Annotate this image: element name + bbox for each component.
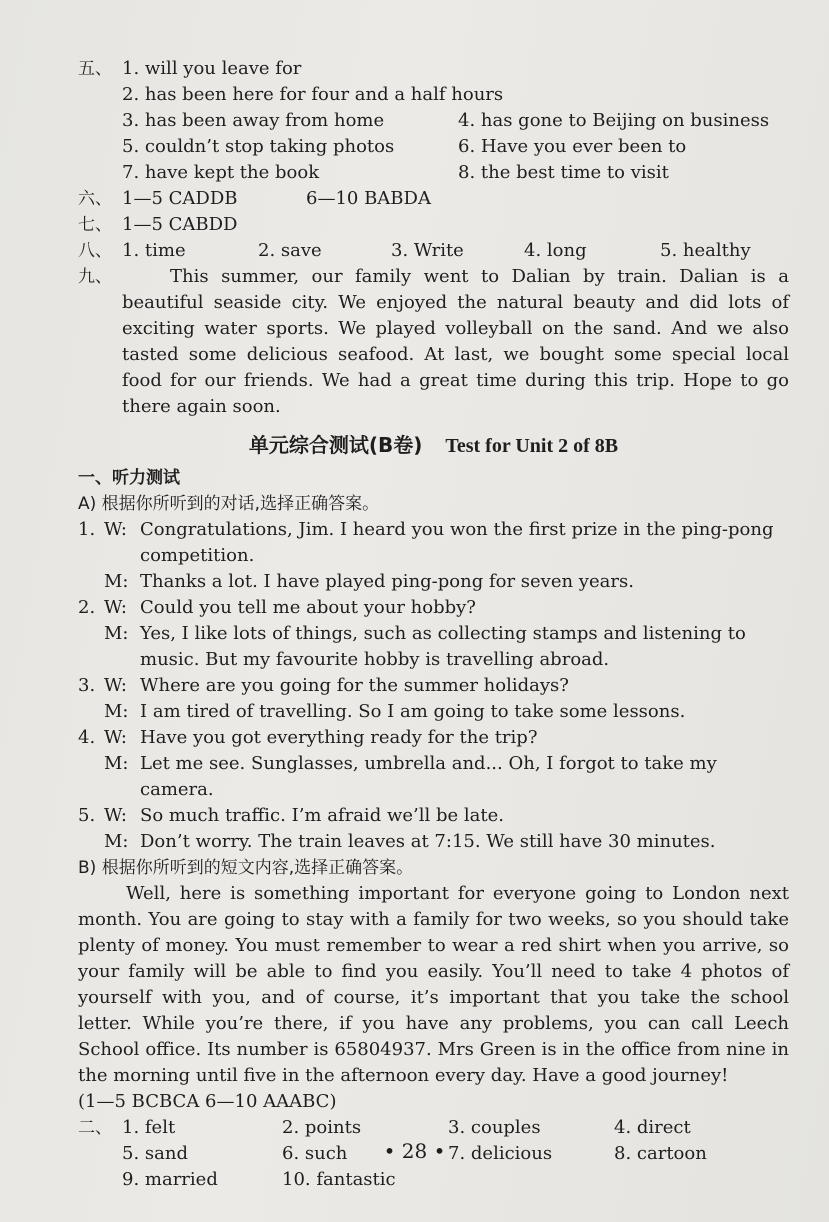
dialog-w-text: Could you tell me about your hobby?: [140, 597, 476, 618]
listening-heading: 一、听力测试: [78, 468, 180, 488]
part5-item6: 6. Have you ever been to: [458, 136, 687, 157]
dialog-number: 3.: [78, 675, 96, 696]
listening-a-heading: A) 根据你所听到的对话,选择正确答案。: [78, 494, 380, 514]
part6-answers-b: 6—10 BABDA: [306, 188, 431, 209]
part8-item: 3. Write: [391, 240, 464, 261]
part7-answers: 1—5 CABDD: [122, 214, 238, 235]
dialog-m-text: Yes, I like lots of things, such as collecting stamps and listening to music. But my favourite hobby is travelling abroad.: [140, 623, 746, 670]
part6-row: [78, 186, 789, 212]
dialog-m-line: [78, 621, 789, 673]
speaker-m: M:: [104, 571, 129, 592]
section-title-en: Test for Unit 2 of 8B: [445, 435, 619, 457]
dialog-w-text: Have you got everything ready for the trip?: [140, 727, 538, 748]
part2-item: 1. felt: [122, 1117, 176, 1138]
part5-item2: 2. has been here for four and a half hours: [122, 84, 504, 105]
dialog-m-line: [78, 829, 789, 855]
part6-label: 六、: [78, 189, 112, 209]
speaker-w: W:: [104, 675, 128, 696]
part5-item1: 1. will you leave for: [122, 58, 302, 79]
part6-answers-a: 1—5 CADDB: [122, 188, 238, 209]
dialog-m-line: [78, 569, 789, 595]
part8-item: 2. save: [258, 240, 322, 261]
page-number: • 28 •: [383, 1139, 446, 1163]
section-title: [78, 432, 789, 459]
part5-row5: [78, 160, 789, 186]
dialog-w-line: [78, 595, 789, 621]
part2-item: 8. cartoon: [614, 1143, 707, 1164]
listening-b-heading: B) 根据你所听到的短文内容,选择正确答案。: [78, 858, 414, 878]
part2-item: 2. points: [282, 1117, 362, 1138]
speaker-w: W:: [104, 727, 128, 748]
speaker-w: W:: [104, 519, 128, 540]
listening-b-passage: Well, here is something important for everyone going to London next month. You are going to stay with a family for two weeks, so you should take plenty of money. You must remember to wear a red shirt when you arrive, so your family will be able to find you easily. You’ll need to take 4 photos of yourself with you, and of course, it’s important that you take the school letter. While you’re there, if you have any problems, you can call Leech School office. Its number is 65804937. Mrs Green is in the office from nine in the morning until five in the afternoon every day. Have a good journey!: [78, 883, 789, 1086]
part5-item7: 7. have kept the book: [122, 162, 320, 183]
dialog-w-line: [78, 517, 789, 569]
speaker-w: W:: [104, 597, 128, 618]
dialog-w-line: [78, 803, 789, 829]
dialog-w-line: [78, 673, 789, 699]
part5-row4: [78, 134, 789, 160]
dialog-list: [78, 517, 789, 855]
part7-row: [78, 212, 789, 238]
dialog-m-line: [78, 699, 789, 725]
part8-row: [78, 238, 789, 264]
part2-label: 二、: [78, 1118, 112, 1138]
part5-item5: 5. couldn’t stop taking photos: [122, 136, 395, 157]
part8-item: 5. healthy: [660, 240, 751, 261]
part9-block: [78, 264, 789, 420]
section-title-cn: 单元综合测试(B卷): [248, 433, 423, 457]
dialog-w-line: [78, 725, 789, 751]
part9-label: 九、: [78, 267, 112, 287]
part8-label: 八、: [78, 241, 112, 261]
speaker-m: M:: [104, 623, 129, 644]
part5-row3: [78, 108, 789, 134]
part2-item: 3. couples: [448, 1117, 541, 1138]
speaker-m: M:: [104, 701, 129, 722]
dialog-m-text: Let me see. Sunglasses, umbrella and... Oh, I forgot to take my camera.: [140, 753, 717, 800]
part5-item4: 4. has gone to Beijing on business: [458, 110, 770, 131]
dialog-m-text: Don’t worry. The train leaves at 7:15. We still have 30 minutes.: [140, 831, 716, 852]
listening-answers: (1—5 BCBCA 6—10 AAABC): [78, 1091, 337, 1112]
dialog-w-text: Congratulations, Jim. I heard you won the first prize in the ping-pong competition.: [140, 519, 774, 566]
dialog-w-text: Where are you going for the summer holidays?: [140, 675, 569, 696]
part8-item: 1. time: [122, 240, 186, 261]
part2-item: 9. married: [122, 1169, 218, 1190]
part5-row1: [78, 56, 789, 82]
part2-item: 10. fantastic: [282, 1169, 396, 1190]
dialog-w-text: So much traffic. I’m afraid we’ll be late.: [140, 805, 504, 826]
part7-label: 七、: [78, 215, 112, 235]
part8-item: 4. long: [524, 240, 587, 261]
dialog-number: 1.: [78, 519, 96, 540]
part5-label: 五、: [78, 59, 112, 79]
dialog-m-text: Thanks a lot. I have played ping-pong for seven years.: [140, 571, 634, 592]
part9-essay: This summer, our family went to Dalian by train. Dalian is a beautiful seaside city. We enjoyed the natural beauty and did lots of exciting water sports. We played volleyball on the sand. And we also tasted some delicious seafood. At last, we bought some special local food for our friends. We had a great time during this trip. Hope to go there again soon.: [122, 266, 789, 417]
part5-item8: 8. the best time to visit: [458, 162, 669, 183]
part2-item: 6. such: [282, 1143, 348, 1164]
part2-item: 5. sand: [122, 1143, 188, 1164]
part5-row2: [78, 82, 789, 108]
part5-item3: 3. has been away from home: [122, 110, 385, 131]
speaker-m: M:: [104, 753, 129, 774]
dialog-number: 2.: [78, 597, 96, 618]
dialog-m-text: I am tired of travelling. So I am going to take some lessons.: [140, 701, 686, 722]
part2-item: 7. delicious: [448, 1143, 553, 1164]
part2-item: 4. direct: [614, 1117, 691, 1138]
dialog-number: 5.: [78, 805, 96, 826]
dialog-m-line: [78, 751, 789, 803]
speaker-m: M:: [104, 831, 129, 852]
speaker-w: W:: [104, 805, 128, 826]
dialog-number: 4.: [78, 727, 96, 748]
